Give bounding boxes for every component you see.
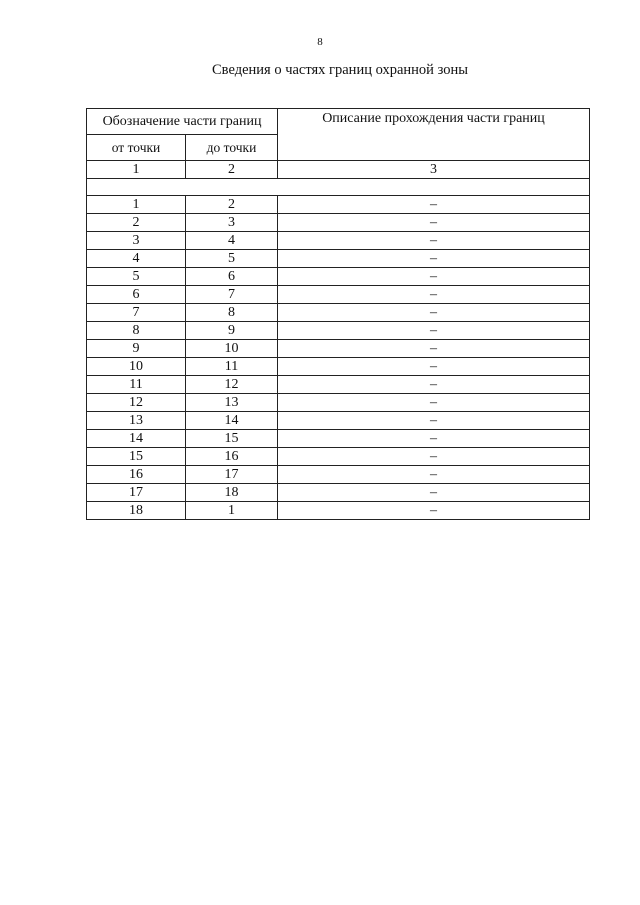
- header-boundary-description: Описание прохождения части границ: [278, 109, 590, 161]
- table-row: [87, 466, 590, 484]
- from-point-cell: 14: [87, 430, 186, 448]
- description-cell: –: [278, 502, 590, 520]
- to-point-cell: 1: [186, 502, 278, 520]
- from-point-cell: 2: [87, 214, 186, 232]
- table-row: [87, 232, 590, 250]
- empty-separator-row: [87, 179, 590, 196]
- to-point-cell: 14: [186, 412, 278, 430]
- column-number-1: 1: [87, 161, 186, 179]
- page-number: 8: [317, 36, 323, 48]
- table-header-row: [87, 109, 590, 135]
- table-row: [87, 322, 590, 340]
- column-number-3: 3: [278, 161, 590, 179]
- table-row: [87, 358, 590, 376]
- table-row: [87, 286, 590, 304]
- table-row: [87, 394, 590, 412]
- from-point-cell: 15: [87, 448, 186, 466]
- to-point-cell: 17: [186, 466, 278, 484]
- to-point-cell: 13: [186, 394, 278, 412]
- description-cell: –: [278, 448, 590, 466]
- header-to-point: до точки: [186, 135, 278, 161]
- header-boundary-part-designation: Обозначение части границ: [87, 109, 278, 135]
- from-point-cell: 9: [87, 340, 186, 358]
- boundary-parts-table: [86, 108, 590, 520]
- table-row: [87, 340, 590, 358]
- to-point-cell: 4: [186, 232, 278, 250]
- table-row: [87, 484, 590, 502]
- to-point-cell: 15: [186, 430, 278, 448]
- from-point-cell: 5: [87, 268, 186, 286]
- from-point-cell: 17: [87, 484, 186, 502]
- description-cell: –: [278, 412, 590, 430]
- header-from-point: от точки: [87, 135, 186, 161]
- table-row: [87, 250, 590, 268]
- description-cell: –: [278, 340, 590, 358]
- from-point-cell: 3: [87, 232, 186, 250]
- from-point-cell: 16: [87, 466, 186, 484]
- from-point-cell: 6: [87, 286, 186, 304]
- to-point-cell: 2: [186, 196, 278, 214]
- from-point-cell: 11: [87, 376, 186, 394]
- description-cell: –: [278, 466, 590, 484]
- description-cell: –: [278, 304, 590, 322]
- to-point-cell: 6: [186, 268, 278, 286]
- table-row: [87, 196, 590, 214]
- column-number-row: [87, 161, 590, 179]
- to-point-cell: 7: [186, 286, 278, 304]
- from-point-cell: 12: [87, 394, 186, 412]
- description-cell: –: [278, 358, 590, 376]
- description-cell: –: [278, 430, 590, 448]
- to-point-cell: 9: [186, 322, 278, 340]
- to-point-cell: 18: [186, 484, 278, 502]
- to-point-cell: 8: [186, 304, 278, 322]
- to-point-cell: 10: [186, 340, 278, 358]
- table-row: [87, 304, 590, 322]
- description-cell: –: [278, 232, 590, 250]
- to-point-cell: 5: [186, 250, 278, 268]
- to-point-cell: 11: [186, 358, 278, 376]
- description-cell: –: [278, 394, 590, 412]
- from-point-cell: 1: [87, 196, 186, 214]
- description-cell: –: [278, 214, 590, 232]
- description-cell: –: [278, 268, 590, 286]
- from-point-cell: 4: [87, 250, 186, 268]
- description-cell: –: [278, 376, 590, 394]
- to-point-cell: 12: [186, 376, 278, 394]
- description-cell: –: [278, 322, 590, 340]
- column-number-2: 2: [186, 161, 278, 179]
- empty-separator-cell: [87, 179, 590, 196]
- from-point-cell: 18: [87, 502, 186, 520]
- from-point-cell: 7: [87, 304, 186, 322]
- from-point-cell: 10: [87, 358, 186, 376]
- table-row: [87, 502, 590, 520]
- description-cell: –: [278, 484, 590, 502]
- from-point-cell: 8: [87, 322, 186, 340]
- description-cell: –: [278, 250, 590, 268]
- table-row: [87, 214, 590, 232]
- page-title: Сведения о частях границ охранной зоны: [212, 62, 468, 78]
- table-row: [87, 412, 590, 430]
- to-point-cell: 16: [186, 448, 278, 466]
- description-cell: –: [278, 286, 590, 304]
- description-cell: –: [278, 196, 590, 214]
- table-row: [87, 430, 590, 448]
- table-row: [87, 268, 590, 286]
- to-point-cell: 3: [186, 214, 278, 232]
- from-point-cell: 13: [87, 412, 186, 430]
- table-row: [87, 376, 590, 394]
- table-row: [87, 448, 590, 466]
